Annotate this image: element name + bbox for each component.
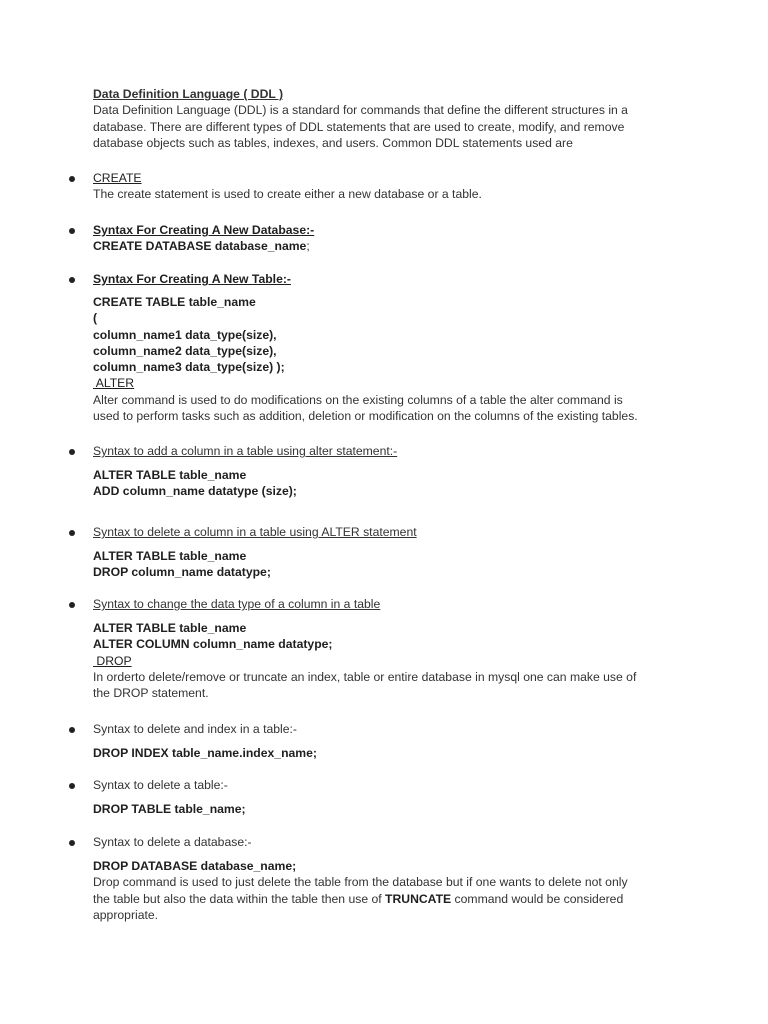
bullet-icon xyxy=(69,727,75,733)
syntax-title: Syntax to delete and index in a table:- xyxy=(93,722,297,736)
code-line: ALTER TABLE table_name xyxy=(93,549,247,563)
code-line: column_name3 data_type(size) ); xyxy=(93,360,285,375)
code-line: DROP TABLE table_name; xyxy=(93,802,246,816)
alter-delete-code xyxy=(93,548,683,581)
intro-section xyxy=(93,86,683,151)
code-line: ALTER COLUMN column_name datatype; xyxy=(93,637,333,652)
drop-line: the DROP statement. xyxy=(93,686,209,701)
drop-db-section xyxy=(93,858,683,923)
code-keyword: CREATE DATABASE xyxy=(93,239,212,254)
bullet-icon xyxy=(69,277,75,283)
code-line: ALTER TABLE table_name xyxy=(93,621,247,635)
code-line: ( xyxy=(93,311,98,326)
create-heading: CREATE xyxy=(93,171,142,185)
code-argument: database_name xyxy=(211,239,307,254)
bullet-icon xyxy=(69,783,75,789)
drop-note-line xyxy=(93,891,683,907)
syntax-title: Syntax to delete a table:- xyxy=(93,778,228,792)
drop-index-code xyxy=(93,745,683,761)
note-text: command would be considered xyxy=(451,891,624,906)
drop-index-title xyxy=(93,721,683,737)
drop-note-line: appropriate. xyxy=(93,907,159,922)
intro-line: Data Definition Language (DDL) is a standard for commands that define the different structures in a xyxy=(93,103,628,118)
code-line: column_name1 data_type(size), xyxy=(93,327,277,342)
create-db-syntax xyxy=(93,222,683,255)
drop-note-line: Drop command is used to just delete the table from the database but if one wants to delete not only xyxy=(93,875,628,890)
bullet-icon xyxy=(69,530,75,536)
drop-db-title xyxy=(93,834,683,850)
create-table-syntax-title xyxy=(93,271,683,287)
alter-add-title xyxy=(93,443,683,459)
intro-line: database. There are different types of DDL statements that are used to create, modify, and remove xyxy=(93,119,625,134)
code-line: DROP DATABASE database_name; xyxy=(93,859,297,873)
create-table-code xyxy=(93,294,683,424)
syntax-title: Syntax to delete a column in a table using ALTER statement xyxy=(93,525,417,539)
syntax-title: Syntax For Creating A New Table:- xyxy=(93,272,291,286)
bullet-icon xyxy=(69,228,75,234)
drop-table-title xyxy=(93,777,683,793)
alter-line: used to perform tasks such as addition, deletion or modification on the columns of the existing tables. xyxy=(93,409,638,424)
code-line: column_name2 data_type(size), xyxy=(93,343,277,358)
code-line: ADD column_name datatype (size); xyxy=(93,484,297,499)
drop-table-code xyxy=(93,801,683,817)
bullet-icon xyxy=(69,176,75,182)
alter-line: Alter command is used to do modifications on the existing columns of a table the alter command is xyxy=(93,392,623,407)
syntax-title: Syntax to add a column in a table using alter statement:- xyxy=(93,444,398,458)
syntax-title: Syntax For Creating A New Database:- xyxy=(93,223,315,237)
alter-change-code xyxy=(93,620,683,701)
code-line xyxy=(93,238,683,254)
intro-line: database objects such as tables, indexes, and users. Common DDL statements used are xyxy=(93,135,573,150)
code-line: ALTER TABLE table_name xyxy=(93,468,247,482)
doc-title: Data Definition Language ( DDL ) xyxy=(93,87,284,101)
syntax-title: Syntax to delete a database:- xyxy=(93,835,252,849)
alter-add-code xyxy=(93,467,683,500)
syntax-title: Syntax to change the data type of a column in a table xyxy=(93,597,381,611)
create-description: The create statement is used to create either a new database or a table. xyxy=(93,187,482,202)
create-section xyxy=(93,170,683,203)
alter-delete-title xyxy=(93,524,683,540)
code-semicolon: ; xyxy=(306,239,310,254)
bullet-icon xyxy=(69,602,75,608)
alter-change-title xyxy=(93,596,683,612)
drop-line: In orderto delete/remove or truncate an index, table or entire database in mysql one can make use of xyxy=(93,669,637,684)
bullet-icon xyxy=(69,449,75,455)
bullet-icon xyxy=(69,840,75,846)
code-line: DROP column_name datatype; xyxy=(93,565,271,580)
code-line: CREATE TABLE table_name xyxy=(93,295,256,309)
drop-heading: DROP xyxy=(93,653,132,668)
code-line: DROP INDEX table_name.index_name; xyxy=(93,746,317,760)
truncate-keyword: TRUNCATE xyxy=(385,891,452,906)
alter-heading: ALTER xyxy=(93,376,135,391)
note-text: the table but also the data within the table then use of xyxy=(93,891,386,906)
